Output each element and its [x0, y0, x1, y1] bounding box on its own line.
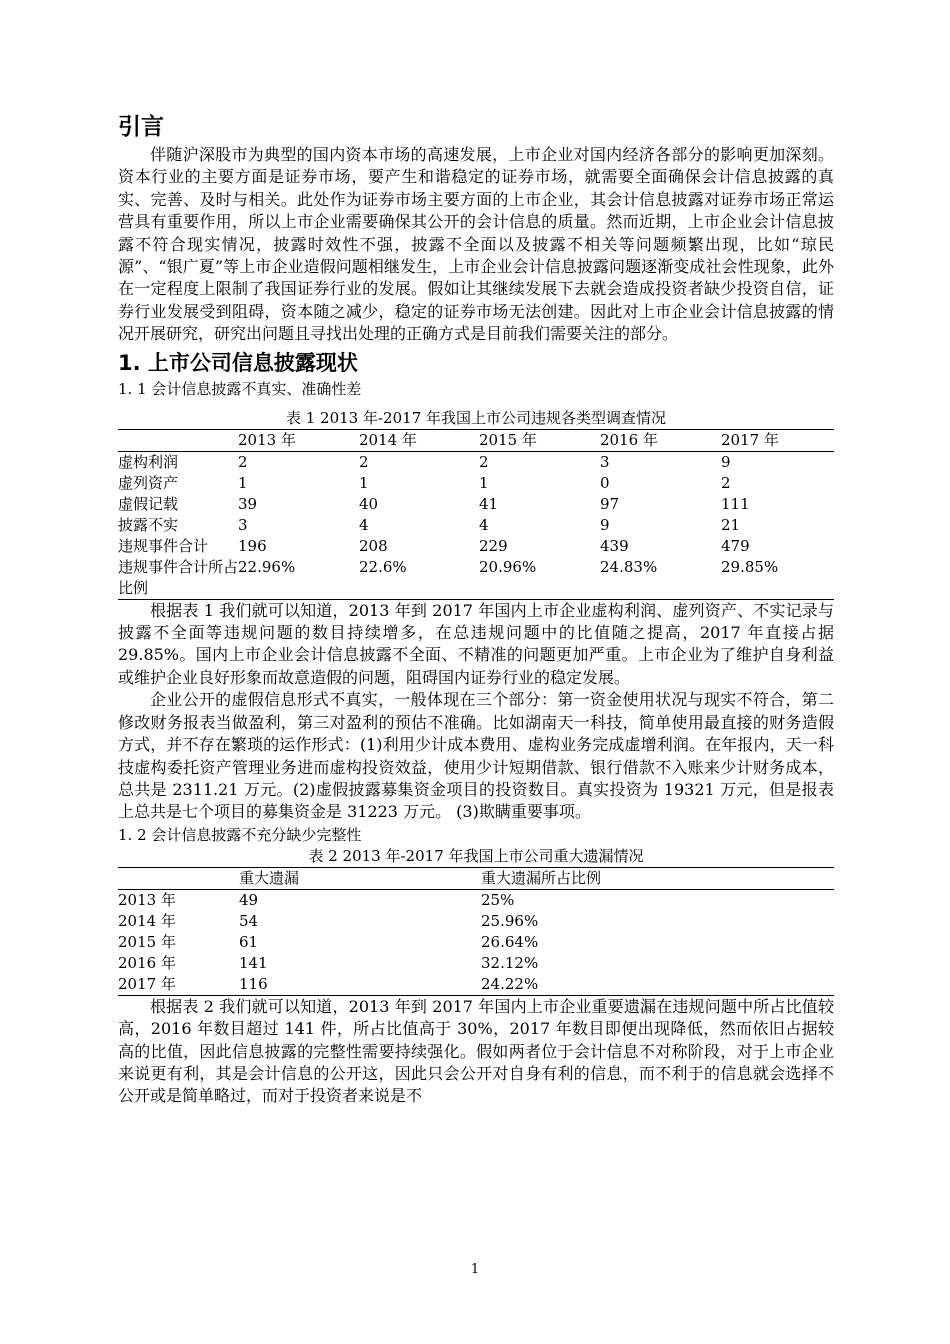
- intro-paragraph: 伴随沪深股市为典型的国内资本市场的高速发展，上市企业对国内经济各部分的影响更加深刻。资本行业的主要方面是证券市场，要产生和谐稳定的证券市场，就需要全面确保会计信息披露的真实、完善、及时与相关。此处作为证券市场主要方面的上市企业，其会计信息披露对证券市场正常运营具有重要作用，所以上市企业需要确保其公开的会计信息的质量。然而近期，上市企业会计信息披露不符合现实情况，披露时效性不强，披露不全面以及披露不相关等问题频繁出现，比如“琼民源”、“银广夏”等上市企业造假问题相继发生，上市企业会计信息披露问题逐渐变成社会性现象，此外在一定程度上限制了我国证券行业的发展。假如让其继续发展下去就会造成投资者缺少投资自信，证券行业发展受到阻碍，资本随之减少，稳定的证券市场无法创建。因此对上市企业会计信息披露的情况开展研究，研究出问题且寻找出处理的正确方式是目前我们需要关注的部分。: [118, 145, 834, 344]
- table-cell: 25.96%: [481, 911, 539, 930]
- table-2-analysis-paragraph: 根据表 2 我们就可以知道，2013 年到 2017 年国内上市企业重要遗漏在违规问题中所占比值较高，2016 年数目超过 141 件，所占比值高于 30%，2017 年数目即便出现降低，然而依旧占据较高的比值，因此信息披露的完整性需要持续强化。假如两者位于会计信息不对称阶段，对于上市企业来说更有利，其是会计信息的公开这，因此只会公开对自身有利的信息，而不利于的信息就会选择不公开或是简单略过，而对于投资者来说是不: [118, 996, 834, 1106]
- table-cell: 9: [600, 515, 610, 534]
- table-cell: 虚假记载: [118, 494, 179, 513]
- table-cell: 1: [238, 473, 248, 492]
- table-2-header-cell: 重大遗漏所占比例: [481, 867, 834, 889]
- table-cell: 4: [359, 515, 369, 534]
- table-row: [118, 889, 834, 911]
- table-1-header-cell: 2014 年: [359, 429, 479, 451]
- table-cell: 24.22%: [481, 974, 834, 996]
- table-row: [118, 494, 834, 515]
- table-1: [118, 429, 834, 600]
- table-row: [118, 536, 834, 557]
- section-1-title: 1. 上市公司信息披露现状: [118, 350, 358, 375]
- table-cell: 2: [238, 452, 248, 471]
- table-cell: 40: [359, 494, 379, 513]
- table-cell: 208: [359, 536, 388, 555]
- table-cell: 439: [600, 536, 629, 555]
- table-cell: 116: [239, 974, 481, 996]
- table-cell: 479: [721, 536, 750, 555]
- table-cell: 违规事件合计: [118, 536, 209, 555]
- document-page: [118, 110, 834, 1108]
- table-cell: 32.12%: [481, 953, 539, 972]
- table-1-header-cell: [118, 429, 238, 451]
- table-row: [118, 451, 834, 473]
- table-cell: 2015 年: [118, 932, 176, 951]
- table-cell: 3: [238, 515, 248, 534]
- intro-title: 引言: [118, 114, 164, 140]
- table-2-header-cell: 重大遗漏: [239, 867, 481, 889]
- table-2-caption: 表 2 2013 年-2017 年我国上市公司重大遗漏情况: [308, 846, 644, 865]
- table-cell: 违规事件合计所占比例: [118, 557, 238, 600]
- page-number: 1: [470, 1262, 480, 1277]
- table-cell: 2: [359, 452, 369, 471]
- table-cell: 1: [359, 473, 369, 492]
- table-cell: 54: [239, 911, 259, 930]
- subsection-1-2-title: 1. 2 会计信息披露不充分缺少完整性: [118, 825, 362, 844]
- table-cell: 2016 年: [118, 953, 176, 972]
- table-cell: 2014 年: [118, 911, 176, 930]
- subsection-1-1-title: 1. 1 会计信息披露不真实、准确性差: [118, 379, 362, 398]
- table-cell: 3: [600, 452, 610, 471]
- table-cell: 21: [721, 515, 741, 534]
- table-cell: 20.96%: [479, 557, 600, 600]
- table-1-header-cell: 2017 年: [721, 429, 834, 451]
- table-cell: 39: [238, 494, 258, 513]
- table-cell: 29.85%: [721, 557, 834, 600]
- table-cell: 虚构利润: [118, 452, 179, 471]
- table-cell: 41: [479, 494, 499, 513]
- table-1-header-cell: 2013 年: [238, 429, 359, 451]
- table-cell: 0: [600, 473, 610, 492]
- table-2-header-cell: [118, 867, 239, 889]
- table-row: [118, 515, 834, 536]
- table-1-header-cell: 2015 年: [479, 429, 600, 451]
- table-cell: 196: [238, 536, 267, 555]
- table-1-caption: 表 1 2013 年-2017 年我国上市公司违规各类型调查情况: [285, 408, 667, 427]
- table-row: [118, 557, 834, 600]
- table-cell: 2: [721, 473, 731, 492]
- table-1-analysis-paragraph: 根据表 1 我们就可以知道，2013 年到 2017 年国内上市企业虚构利润、虚列资产、不实记录与披露不全面等违规问题的数目持续增多，在总违规问题中的比值随之提高，2017 年直接占据 29.85%。国内上市企业会计信息披露不全面、不精准的问题更加严重。上市企业为了维护自身利益或维护企业良好形象而故意造假的问题，阻碍国内证券行业的稳定发展。: [118, 600, 834, 687]
- table-cell: 9: [721, 452, 731, 471]
- table-cell: 22.6%: [359, 557, 479, 600]
- table-row: [118, 974, 834, 996]
- table-cell: 4: [479, 515, 489, 534]
- table-cell: 24.83%: [600, 557, 721, 600]
- table-cell: 2017 年: [118, 974, 239, 996]
- table-cell: 2: [479, 452, 489, 471]
- table-row: [118, 911, 834, 932]
- table-cell: 26.64%: [481, 932, 539, 951]
- table-2-header-row: [118, 867, 834, 889]
- table-cell: 61: [239, 932, 259, 951]
- table-cell: 2013 年: [118, 890, 176, 909]
- table-cell: 97: [600, 494, 620, 513]
- false-information-paragraph: 企业公开的虚假信息形式不真实，一般体现在三个部分：第一资金使用状况与现实不符合，第二修改财务报表当做盈利，第三对盈利的预估不准确。比如湖南天一科技，简单使用最直接的财务造假方式，并不存在繁琐的运作形式：(1)利用少计成本费用、虚构业务完成虚增利润。在年报内，天一科技虚构委托资产管理业务进而虚构投资效益，使用少计短期借款、银行借款不入账来少计财务成本，总共是 2311.21 万元。(2)虚假披露募集资金项目的投资数目。真实投资为 19321 万元，但是报表上总共是七个项目的募集资金是 31223 万元。 (3)欺瞒重要事项。: [118, 690, 834, 822]
- table-cell: 披露不实: [118, 515, 179, 534]
- table-1-header-cell: 2016 年: [600, 429, 721, 451]
- table-row: [118, 932, 834, 953]
- table-cell: 虚列资产: [118, 473, 179, 492]
- table-2: [118, 867, 834, 996]
- table-row: [118, 953, 834, 974]
- table-cell: 25%: [481, 890, 515, 909]
- table-cell: 229: [479, 536, 508, 555]
- table-row: [118, 473, 834, 494]
- table-cell: 22.96%: [238, 557, 359, 600]
- table-cell: 111: [721, 494, 750, 513]
- table-1-header-row: [118, 429, 834, 451]
- table-cell: 141: [239, 953, 268, 972]
- table-cell: 49: [239, 890, 259, 909]
- table-cell: 1: [479, 473, 489, 492]
